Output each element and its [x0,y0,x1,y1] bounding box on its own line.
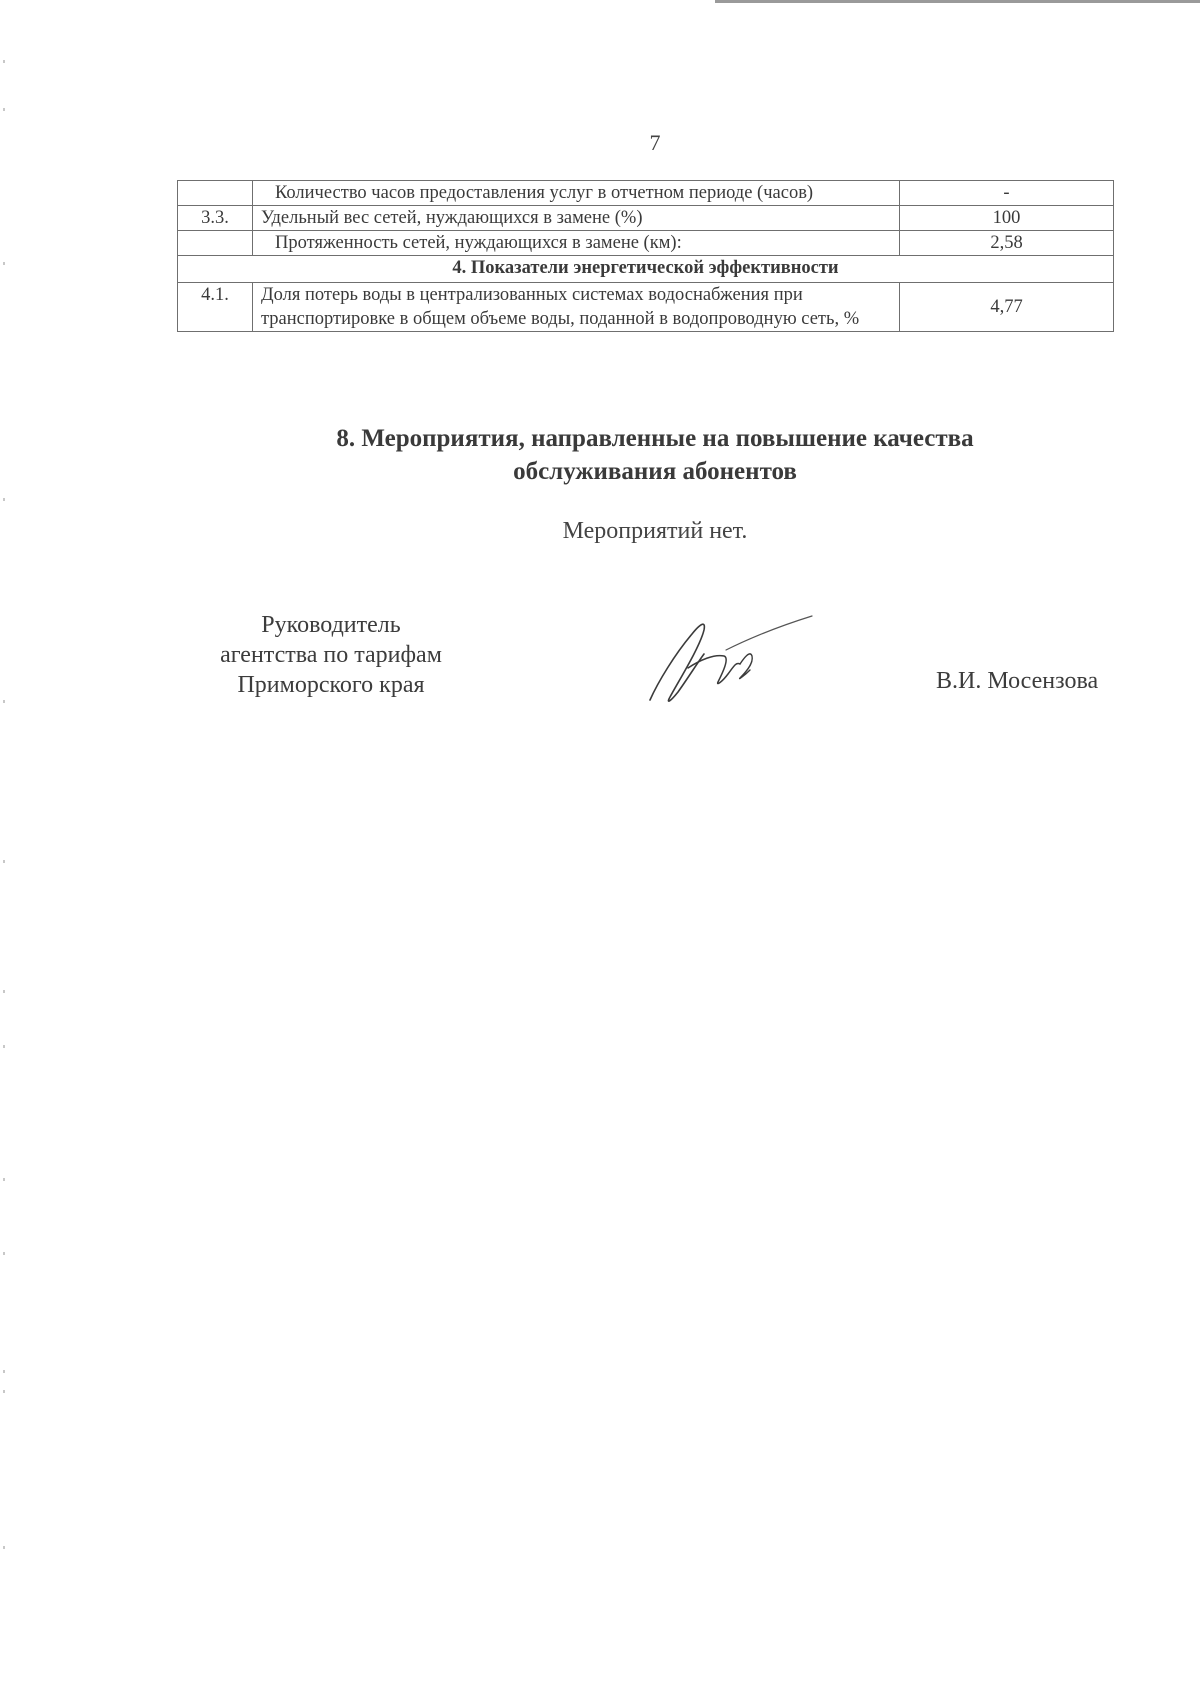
section-heading-line: 8. Мероприятия, направленные на повышение качества [336,425,974,452]
row-value: 2,58 [900,231,1114,256]
table-row [178,283,1114,332]
scan-margin-specks [3,0,7,1698]
indicators-table [177,180,1114,332]
row-description: Количество часов предоставления услуг в отчетном периоде (часов) [253,181,900,206]
handwritten-signature [640,612,820,712]
row-number [178,181,253,206]
row-description: Доля потерь воды в централизованных системах водоснабжения при транспортировке в общем объеме воды, поданной в водопроводную сеть, % [253,283,900,332]
table-row [178,181,1114,206]
signer-title-line: Приморского края [237,672,425,698]
table-section-row [178,256,1114,283]
table-row [178,231,1114,256]
table-section-heading: 4. Показатели энергетической эффективности [178,256,1114,283]
row-value: 4,77 [900,283,1114,332]
section-heading-line: обслуживания абонентов [513,458,797,485]
row-value: - [900,181,1114,206]
signer-title [176,610,486,700]
row-number [178,231,253,256]
scan-edge-line [715,0,1200,3]
row-description: Протяженность сетей, нуждающихся в замене (км): [253,231,900,256]
row-number: 4.1. [178,283,253,332]
section-heading [0,422,1200,488]
page-number: 7 [649,130,661,155]
signer-title-line: агентства по тарифам [220,642,442,668]
signer-name: В.И. Мосензова [936,668,1099,694]
table-row [178,206,1114,231]
row-value: 100 [900,206,1114,231]
signer-title-line: Руководитель [261,612,401,638]
row-description: Удельный вес сетей, нуждающихся в замене (%) [253,206,900,231]
row-number: 3.3. [178,206,253,231]
section-body-text: Мероприятий нет. [562,518,748,544]
